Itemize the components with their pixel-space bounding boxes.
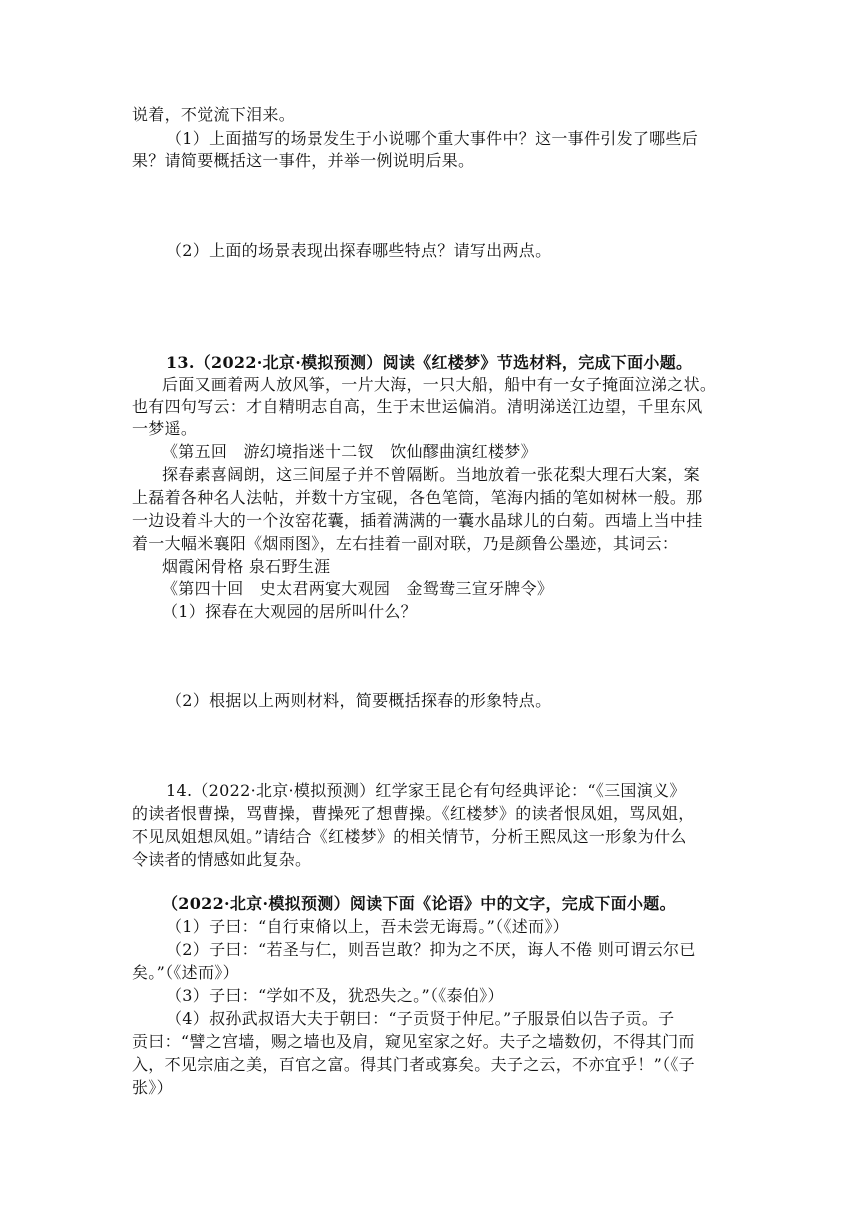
passage-line: 后面又画着两人放风筝，一片大海，一只大船，船中有一女子掩面泣涕之状。 xyxy=(162,375,717,394)
question-14-line: 令读者的情感如此复杂。 xyxy=(132,850,312,869)
lunyu-item-cont: 入，不见宗庙之美，百官之富。得其门者或寡矣。夫子之云，不亦宜乎！”（《子 xyxy=(132,1055,695,1074)
lunyu-item: （4）叔孙武叔语大夫于朝曰：“子贡贤于仲尼。”子服景伯以告子贡。子 xyxy=(166,1009,675,1028)
question-14-line: 的读者恨曹操，骂曹操，曹操死了想曹操。《红楼梦》的读者恨凤姐，骂凤姐， xyxy=(132,804,695,823)
lunyu-item: （3）子曰：“学如不及，犹恐失之。”（《泰伯》） xyxy=(166,986,504,1005)
passage-line: 一边设着斗大的一个汝窑花囊，插着满满的一囊水晶球儿的白菊。西墙上当中挂 xyxy=(132,511,703,530)
text-line: 说着，不觉流下泪来。 xyxy=(132,105,296,124)
lunyu-item-cont: 张》） xyxy=(132,1078,173,1097)
passage-line: 探春素喜阔朗，这三间屋子并不曾隔断。当地放着一张花梨大理石大案，案 xyxy=(162,465,700,484)
lunyu-item-cont: 矣。”（《述而》） xyxy=(132,963,239,982)
question-13-2: （2）根据以上两则材料，简要概括探春的形象特点。 xyxy=(166,691,552,710)
lunyu-item: （1）子曰：“自行束脩以上，吾未尝无诲焉。”（《述而》） xyxy=(166,917,569,936)
question-13-1: （1）探春在大观园的居所叫什么？ xyxy=(162,602,417,621)
question-14-line: 不见凤姐想凤姐。”请结合《红楼梦》的相关情节，分析王熙凤这一形象为什么 xyxy=(132,827,687,846)
question-14-line: 14.（2022·北京·模拟预测）红学家王昆仑有句经典评论：“《三国演义》 xyxy=(166,781,686,800)
question-12-2: （2）上面的场景表现出探春哪些特点？请写出两点。 xyxy=(166,241,552,260)
couplet: 烟霞闲骨格 泉石野生涯 xyxy=(162,557,331,576)
passage-line: 着一大幅米襄阳《烟雨图》，左右挂着一副对联，乃是颜鲁公墨迹，其词云： xyxy=(132,534,679,553)
question-12-1: （1）上面描写的场景发生于小说哪个重大事件中？这一事件引发了哪些后 xyxy=(166,129,699,148)
lunyu-heading: （2022·北京·模拟预测）阅读下面《论语》中的文字，完成下面小题。 xyxy=(162,894,676,913)
lunyu-item: （2）子曰：“若圣与仁，则吾岂敢？抑为之不厌，诲人不倦 则可谓云尔已 xyxy=(166,940,696,959)
passage-source: 《第四十回 史太君两宴大观园 金鸳鸯三宣牙牌令》 xyxy=(162,579,554,598)
question-13-heading: 13.（2022·北京·模拟预测）阅读《红楼梦》节选材料，完成下面小题。 xyxy=(166,353,693,372)
lunyu-item-cont: 贡曰：“譬之宫墙，赐之墙也及肩，窥见室家之好。夫子之墙数仞，不得其门而 xyxy=(132,1032,695,1051)
passage-line: 也有四句写云：才自精明志自高，生于末世运偏消。清明涕送江边望，千里东风 xyxy=(132,397,703,416)
text-line: 果？请简要概括这一事件，并举一例说明后果。 xyxy=(132,151,475,170)
passage-source: 《第五回 游幻境指迷十二钗 饮仙醪曲演红楼梦》 xyxy=(162,442,537,461)
passage-line: 一梦遥。 xyxy=(132,419,198,438)
passage-line: 上磊着各种名人法帖，并数十方宝砚，各色笔筒，笔海内插的笔如树林一般。那 xyxy=(132,488,703,507)
